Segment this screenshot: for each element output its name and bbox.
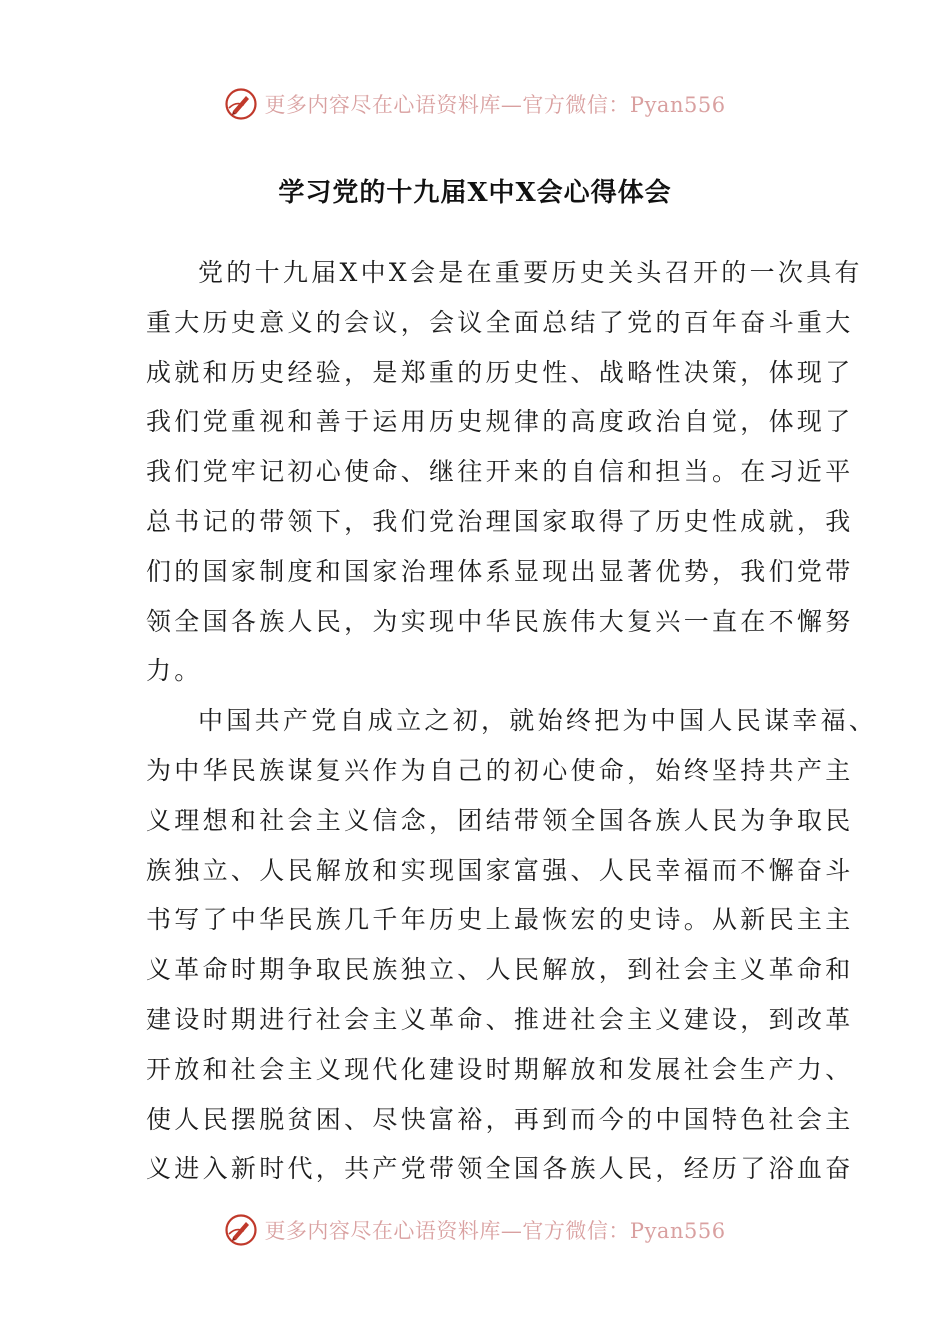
paragraph-line: 们的国家制度和国家治理体系显现出显著优势，我们党带 <box>146 556 854 586</box>
paragraph-line: 书写了中华民族几千年历史上最恢宏的史诗。从新民主主 <box>146 905 854 935</box>
pen-logo-icon <box>224 1213 258 1247</box>
article-body <box>146 248 878 1194</box>
paragraph-2 <box>146 696 878 1194</box>
paragraph-line: 力。 <box>146 656 203 686</box>
paragraph-line: 重大历史意义的会议，会议全面总结了党的百年奋斗重大 <box>146 307 854 337</box>
paragraph-line: 党的十九届X中X会是在重要历史关头召开的一次具有 <box>198 258 863 287</box>
paragraph-line: 总书记的带领下，我们党治理国家取得了历史性成就，我 <box>146 506 854 536</box>
paragraph-line: 我们党重视和善于运用历史规律的高度政治自觉，体现了 <box>146 407 854 437</box>
footer-banner <box>0 1210 950 1250</box>
paragraph-line: 族独立、人民解放和实现国家富强、人民幸福而不懈奋斗 <box>146 855 854 885</box>
paragraph-line: 为中华民族谋复兴作为自己的初心使命，始终坚持共产主 <box>146 755 854 785</box>
paragraph-line: 义理想和社会主义信念，团结带领全国各族人民为争取民 <box>146 805 854 835</box>
header-banner-text: 更多内容尽在心语资料库—官方微信：Pyan556 <box>264 93 726 117</box>
paragraph-line: 成就和历史经验，是郑重的历史性、战略性决策，体现了 <box>146 357 854 387</box>
paragraph-1 <box>146 248 863 696</box>
header-banner <box>0 84 950 124</box>
paragraph-line: 我们党牢记初心使命、继往开来的自信和担当。在习近平 <box>146 457 854 487</box>
paragraph-line: 建设时期进行社会主义革命、推进社会主义建设，到改革 <box>146 1004 854 1034</box>
paragraph-line: 义革命时期争取民族独立、人民解放，到社会主义革命和 <box>146 955 854 985</box>
page-title: 学习党的十九届X中X会心得体会 <box>278 178 672 208</box>
paragraph-line: 开放和社会主义现代化建设时期解放和发展社会生产力、 <box>146 1054 854 1084</box>
paragraph-line: 义进入新时代，共产党带领全国各族人民，经历了浴血奋 <box>146 1154 854 1184</box>
pen-logo-icon <box>224 87 258 121</box>
paragraph-line: 中国共产党自成立之初，就始终把为中国人民谋幸福、 <box>198 706 878 736</box>
paragraph-line: 使人民摆脱贫困、尽快富裕，再到而今的中国特色社会主 <box>146 1104 854 1134</box>
paragraph-line: 领全国各族人民，为实现中华民族伟大复兴一直在不懈努 <box>146 606 854 636</box>
footer-banner-text: 更多内容尽在心语资料库—官方微信：Pyan556 <box>264 1219 726 1243</box>
